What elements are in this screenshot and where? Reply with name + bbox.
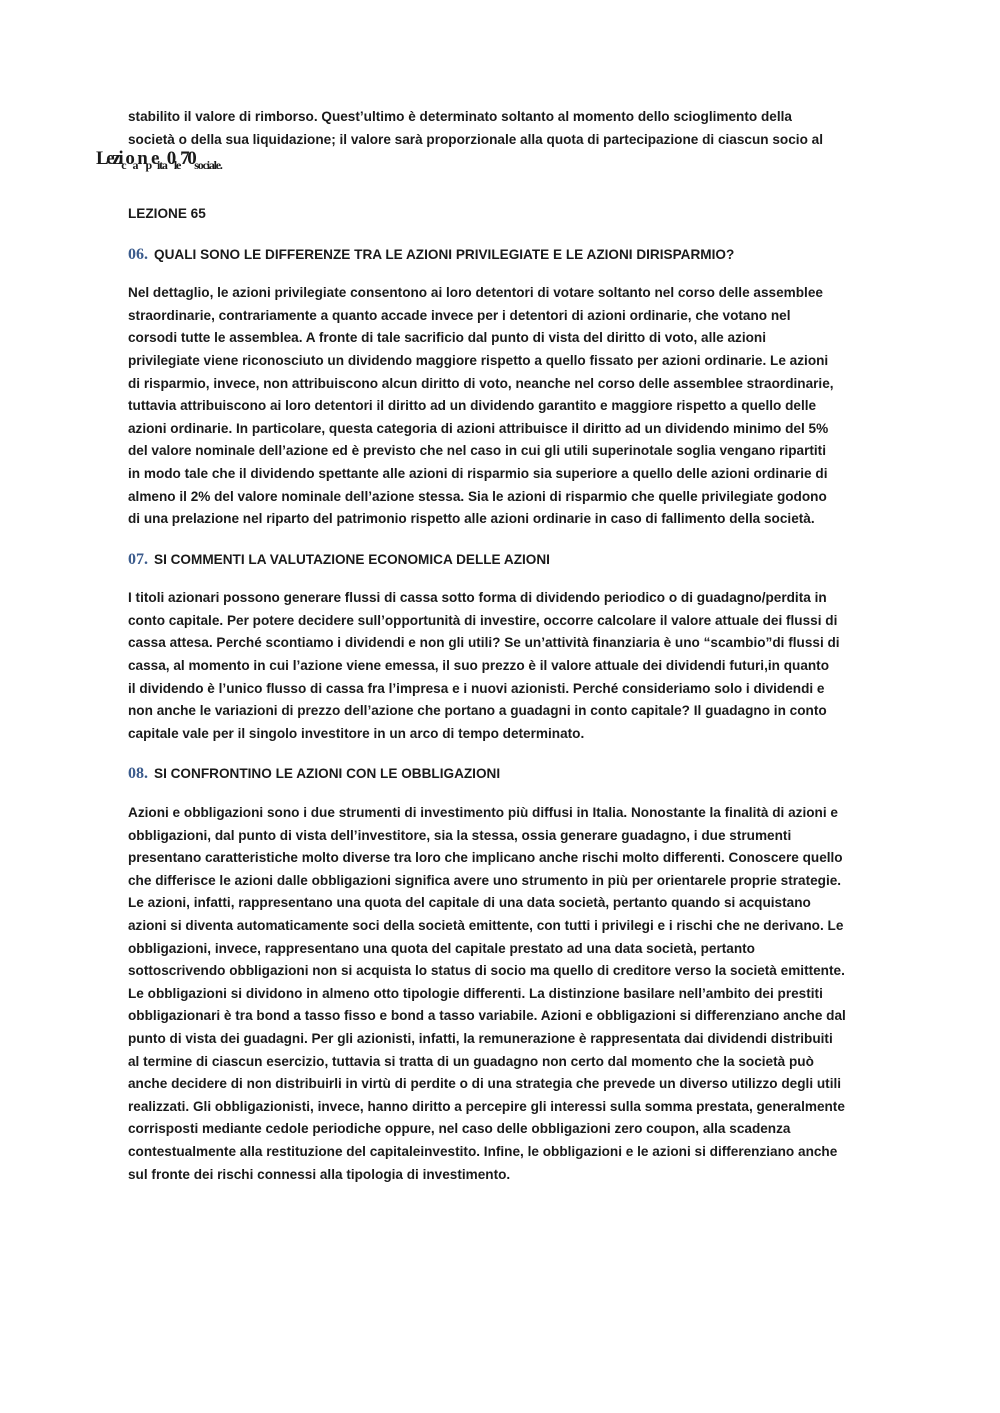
garbled-text: le <box>173 157 181 172</box>
answer-line: del valore nominale dell’azione ed è previsto che nel caso in cui gli utili superinotale soglia vengano ripartiti <box>128 443 826 459</box>
answer-line: obbligazioni, dal punto di vista dell’investitore, sia la stessa, ossia generare guadagno, i due strumenti <box>128 827 792 843</box>
garbled-text: n <box>137 148 146 170</box>
question-number: 08. <box>128 765 148 783</box>
intro-paragraph <box>128 106 873 151</box>
answer-paragraph-08 <box>128 802 873 1186</box>
garbled-text: p <box>145 157 151 172</box>
garbled-text: a <box>132 157 138 172</box>
answer-line: il dividendo è l’unico flusso di cassa fra l’impresa e i nuovi azionisti. Perché consideriamo solo i dividendi e <box>128 680 825 696</box>
garbled-text: e <box>150 148 157 170</box>
answer-line: privilegiate viene riconosciuto un dividendo maggiore rispetto a quello fissato per azioni ordinarie. Le azioni <box>128 352 829 368</box>
answer-paragraph-06 <box>128 282 873 531</box>
answer-line: sul fronte dei rischi connessi alla tipologia di investimento. <box>128 1166 511 1182</box>
garbled-text: 70 <box>180 148 195 170</box>
answer-line: di una prelazione nel riparto del patrimonio rispetto alle azioni ordinarie in caso di fallimento della società. <box>128 511 815 527</box>
garbled-text: c <box>121 157 126 172</box>
answer-line: in modo tale che il dividendo spettante alle azioni di risparmio sia superiore a quello delle azioni ordinarie di <box>128 465 828 481</box>
answer-line: realizzati. Gli obbligazionisti, invece, hanno diritto a percepire gli interessi sulla somma prestata, generalmente <box>128 1098 845 1114</box>
question-heading-08 <box>128 763 873 786</box>
answer-line: non anche le variazioni di prezzo dell’azione che portano a guadagni in conto capitale? Il guadagno in conto <box>128 703 827 719</box>
answer-line: sottoscrivendo obbligazioni non si acquista lo status di socio ma quello di creditore verso la società emittente. <box>128 963 845 979</box>
garbled-text: o <box>125 148 133 170</box>
answer-line: tuttavia attribuiscono ai loro detentori il diritto ad un dividendo garantito e maggiore rispetto a quello delle <box>128 398 817 414</box>
answer-line: che differisce le azioni dalle obbligazioni significa avere uno strumento in più per orientarele proprie strategie. <box>128 872 842 888</box>
garbled-text: ita <box>156 157 167 172</box>
answer-line: capitale vale per il singolo investitore in un arco di tempo determinato. <box>128 725 585 741</box>
answer-line: almeno il 2% del valore nominale dell’azione stessa. Sia le azioni di risparmio che quelle privilegiate godono <box>128 488 827 504</box>
answer-line: obbligazionari è tra bond a tasso fisso e bond a tasso variabile. Azioni e obbligazioni si differenziano anche dal <box>128 1008 846 1024</box>
answer-line: punto di vista dei guadagni. Per gli azionisti, infatti, la remunerazione è rappresentata dai dividendi distribuiti <box>128 1030 833 1046</box>
answer-line: cassa attesa. Perché scontiamo i dividendi e non gli utili? Se un’attività finanziaria è uno “scambio”di flussi di <box>128 635 840 651</box>
answer-line: presentano caratteristiche molto diverse tra loro che implicano anche rischi molto differenti. Conoscere quello <box>128 850 843 866</box>
intro-line: stabilito il valore di rimborso. Quest’ultimo è determinato soltanto al momento dello scioglimento della <box>128 109 792 124</box>
question-number: 06. <box>128 245 148 263</box>
answer-line: Nel dettaglio, le azioni privilegiate consentono ai loro detentori di votare soltanto nel corso delle assemblee <box>128 285 823 301</box>
answer-line: cassa, al momento in cui l’azione viene emessa, il suo prezzo è il valore attuale dei dividendi futuri,in quanto <box>128 658 830 674</box>
answer-line: azioni si diventa automaticamente soci della società emittente, con tutti i privilegi e i rischi che ne derivano. Le <box>128 918 844 934</box>
garbled-text: 0 <box>166 148 174 170</box>
question-title: QUALI SONO LE DIFFERENZE TRA LE AZIONI PRIVILEGIATE E LE AZIONI DIRISPARMIO? <box>154 246 735 262</box>
answer-line: straordinarie, contrariamente a quanto accade invece per i detentori di azioni ordinarie, che votano nel <box>128 307 791 323</box>
answer-line: anche decidere di non distribuirli in virtù di perdite o di una strategia che prevede un diverso utilizzo degli utili <box>128 1076 842 1092</box>
answer-line: al termine di ciascun esercizio, tuttavia si tratta di un guadagno non certo dal momento che la società può <box>128 1053 814 1069</box>
page-content <box>96 106 873 1186</box>
question-title: SI CONFRONTINO LE AZIONI CON LE OBBLIGAZIONI <box>154 766 501 782</box>
garbled-overlap-line <box>96 147 873 177</box>
question-heading-06 <box>128 244 873 267</box>
question-title: SI COMMENTI LA VALUTAZIONE ECONOMICA DELLE AZIONI <box>154 551 550 567</box>
intro-line: società o della sua liquidazione; il valore sarà proporzionale alla quota di partecipazione di ciascun socio al <box>128 131 823 147</box>
question-number: 07. <box>128 550 148 568</box>
garbled-text: Lezi <box>96 148 122 170</box>
answer-paragraph-07 <box>128 587 873 745</box>
answer-line: corrisposti mediante cedole periodiche oppure, nel caso delle obbligazioni zero coupon, alla scadenza <box>128 1121 791 1137</box>
answer-line: azioni ordinarie. In particolare, questa categoria di azioni attribuisce il diritto ad un dividendo minimo del 5% <box>128 420 829 436</box>
question-heading-07 <box>128 549 873 572</box>
answer-line: Le azioni, infatti, rappresentano una quota del capitale di una data società, pertanto quando si acquistano <box>128 895 811 911</box>
answer-line: Azioni e obbligazioni sono i due strumenti di investimento più diffusi in Italia. Nonostante la finalità di azioni e <box>128 805 838 821</box>
answer-line: obbligazioni, invece, rappresentano una quota del capitale prestato ad una data società, pertanto <box>128 940 755 956</box>
answer-line: corsodi tutte le assemblea. A fronte di tale sacrificio dal punto di vista del diritto di voto, alle azioni <box>128 330 767 346</box>
answer-line: di risparmio, invece, non attribuiscono alcun diritto di voto, neanche nel corso delle assemblee straordinarie, <box>128 375 834 391</box>
lesson-title: LEZIONE 65 <box>128 205 206 221</box>
answer-line: contestualmente alla restituzione del capitaleinvestito. Infine, le obbligazioni e le azioni si differenziano anche <box>128 1143 838 1159</box>
answer-line: Le obbligazioni si dividono in almeno otto tipologie differenti. La distinzione basilare nell’ambito dei prestiti <box>128 985 823 1001</box>
garbled-text: sociale. <box>194 157 222 172</box>
answer-line: conto capitale. Per potere decidere sull’opportunità di investire, occorre calcolare il valore attuale dei flussi di <box>128 612 838 628</box>
answer-line: I titoli azionari possono generare flussi di cassa sotto forma di dividendo periodico o di guadagno/perdita in <box>128 590 827 606</box>
